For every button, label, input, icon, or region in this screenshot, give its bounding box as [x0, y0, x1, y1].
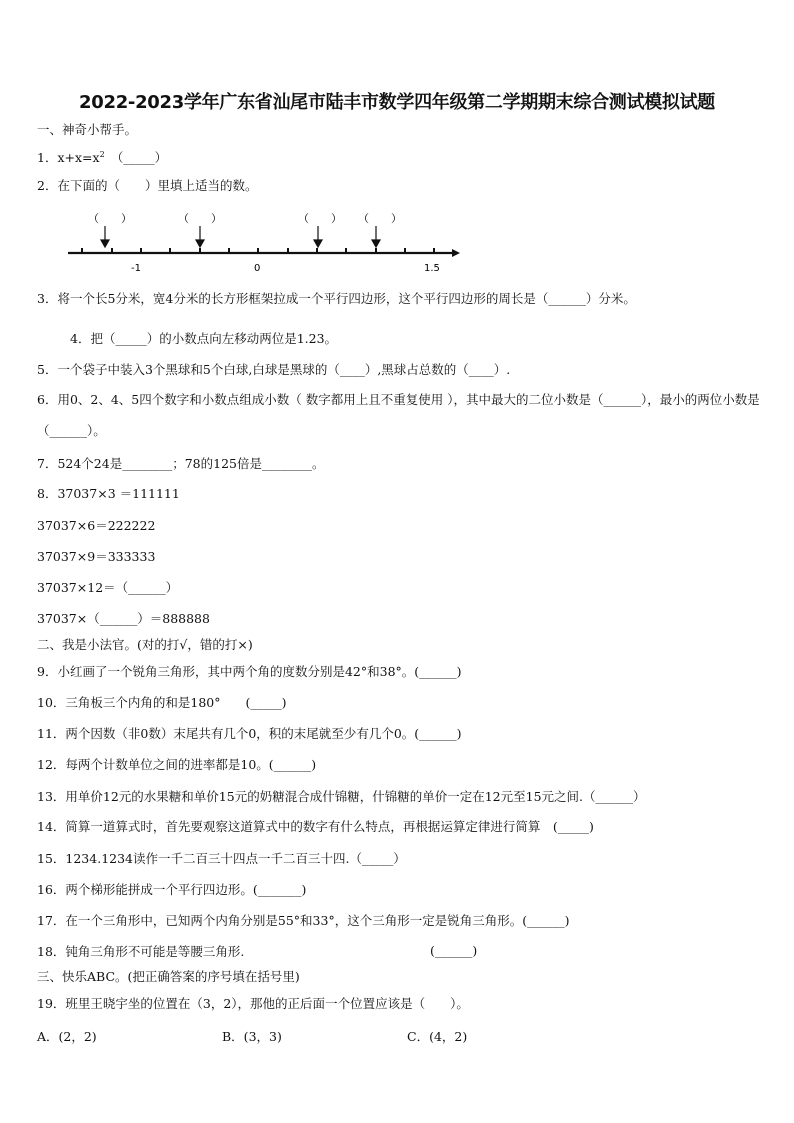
- arrows: [101, 226, 380, 247]
- arrow-3-head: [314, 240, 322, 247]
- question-1-exponent: 2: [99, 150, 105, 159]
- question-4: 4．把（_____）的小数点向左移动两位是1.23。: [70, 331, 338, 346]
- tick-label-1-5: 1.5: [424, 263, 440, 274]
- question-8-line-1: 8．37037×3 ＝111111: [37, 486, 180, 501]
- arrow-4-head: [372, 240, 380, 247]
- tick-label-0: 0: [254, 263, 261, 274]
- question-15: 15．1234.1234读作一千二百三十四点一千二百三十四.（_____）: [37, 851, 406, 866]
- question-14: 14．简算一道算式时，首先要观察这道算式中的数字有什么特点，再根据运算定律进行简算 (_____): [37, 819, 594, 834]
- page-title: 2022-2023学年广东省汕尾市陆丰市数学四年级第二学期期末综合测试模拟试题: [79, 92, 715, 113]
- section-1-heading: 一、神奇小帮手。: [37, 122, 138, 137]
- question-3: 3．将一个长5分米，宽4分米的长方形框架拉成一个平行四边形，这个平行四边形的周长是（______）分米。: [37, 291, 636, 306]
- question-16: 16．两个梯形能拼成一个平行四边形。(_______): [37, 882, 307, 897]
- question-1-blank: （_____）: [104, 150, 168, 166]
- question-18: 18．钝角三角形不可能是等腰三角形.: [37, 944, 245, 959]
- question-8-line-5: 37037×（______）＝888888: [37, 611, 210, 626]
- question-19-option-c: C．(4，2): [407, 1029, 468, 1044]
- question-19: 19．班里王晓宇坐的位置在（3，2），那他的正后面一个位置应该是（ ）。: [37, 996, 469, 1011]
- question-1-text: 1．x+x=x: [37, 150, 100, 166]
- tick-label-minus-1: -1: [131, 263, 141, 274]
- question-9: 9．小红画了一个锐角三角形，其中两个角的度数分别是42°和38°。(______): [37, 664, 462, 679]
- question-5: 5．一个袋子中装入3个黑球和5个白球,白球是黑球的（____）,黑球占总数的（____）.: [37, 362, 511, 377]
- question-8-line-3: 37037×9＝333333: [37, 549, 156, 564]
- question-6: 6．用0、2、4、5四个数字和小数点组成小数（ 数字都用上且不重复使用 ），其中最大的二位小数是（______），最小的两位小数是（______）。: [37, 392, 760, 438]
- question-10: 10．三角板三个内角的和是180° (_____): [37, 695, 287, 710]
- question-1: [37, 146, 167, 167]
- question-11: 11．两个因数（非0数）末尾共有几个0，积的末尾就至少有几个0。(______): [37, 726, 462, 741]
- section-2-heading: 二、我是小法官。(对的打√，错的打×): [37, 637, 253, 652]
- number-line-blank-2: （ ）: [178, 212, 222, 225]
- arrow-1-head: [101, 240, 109, 247]
- number-line-figure: [60, 206, 460, 276]
- section-3-heading: 三、快乐ABC。(把正确答案的序号填在括号里): [37, 969, 300, 984]
- question-19-option-a: A．(2，2): [37, 1029, 97, 1044]
- number-line-blank-1: （ ）: [88, 212, 132, 225]
- question-19-option-b: B．(3，3): [222, 1029, 282, 1044]
- number-line-arrowhead: [452, 249, 460, 257]
- question-8-line-2: 37037×6＝222222: [37, 518, 156, 533]
- blank-parens: [88, 212, 402, 225]
- arrow-2-head: [196, 240, 204, 247]
- question-13: 13．用单价12元的水果糖和单价15元的奶糖混合成什锦糖，什锦糖的单价一定在12元至15元之间.（______）: [37, 789, 646, 804]
- question-17: 17．在一个三角形中，已知两个内角分别是55°和33°，这个三角形一定是锐角三角形。(______): [37, 913, 570, 928]
- question-8-line-4: 37037×12＝（______）: [37, 580, 179, 595]
- question-18-blank: (______): [430, 943, 478, 958]
- question-12: 12．每两个计数单位之间的进率都是10。(______): [37, 757, 317, 772]
- question-7: 7．524个24是________；78的125倍是________。: [37, 456, 325, 471]
- number-line-blank-3: （ ）: [298, 212, 342, 225]
- number-line-blank-4: （ ）: [358, 212, 402, 225]
- question-2: 2．在下面的（ ）里填上适当的数。: [37, 178, 258, 193]
